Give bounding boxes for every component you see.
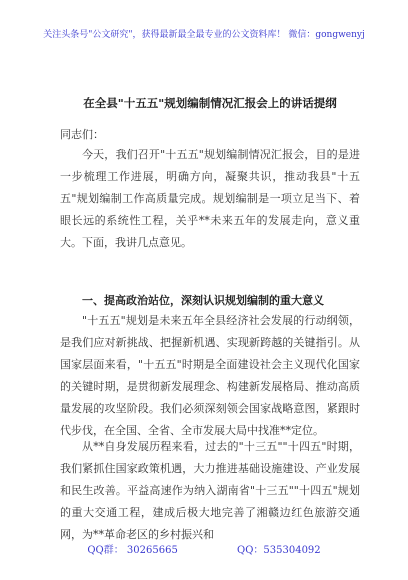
paragraph-significance: "十五五"规划是未来五年全县经济社会发展的行动纲领，是我们应对新挑战、把握新机遇、实现新跨越的关键指引。从国家层面来看，"十五五"时期是全面建设社会主义现代化国家的关键时期，是贯彻新发展理念、构建新发展格局、推动高质量发展的攻坚阶段。我们必须深刻领会国家战略意图，紧跟时代步伐，在全国、全省、全市发展大局中找准**定位。 — [60, 314, 360, 437]
footer-qq-group: QQ群： 30265665 — [87, 545, 178, 556]
footer-contacts — [0, 541, 408, 556]
header-banner: 关注头条号"公文研究"，获得最新最全最专业的公文资料库！ 微信：gongwenyj — [43, 30, 365, 40]
document-title: 在全县"十五五"规划编制情况汇报会上的讲话提纲 — [83, 96, 337, 110]
footer-qq: QQ：535304092 — [237, 545, 321, 556]
section-heading: 一、提高政治站位，深刻认识规划编制的重大意义 — [82, 294, 324, 307]
paragraph-intro: 今天，我们召开"十五五"规划编制情况汇报会，目的是进一步梳理工作进展，明确方向，凝聚共识，推动我县"十五五"规划编制工作高质量完成。规划编制是一项立足当下、着眼长远的系统性工程，关乎**未来五年的发展走向，意义重大。下面，我讲几点意见。 — [60, 148, 360, 249]
paragraph-history: 从**自身发展历程来看，过去的"十三五""十四五"时期，我们紧抓住国家政策机遇，大力推进基础设施建设、产业发展和民生改善。平益高速作为纳入湖南省"十三五""十四五"规划的重大交通工程，建成后极大地完善了湘赣边红色旅游交通网，为**革命老区的乡村振兴和 — [60, 440, 360, 541]
salutation: 同志们： — [60, 128, 104, 141]
